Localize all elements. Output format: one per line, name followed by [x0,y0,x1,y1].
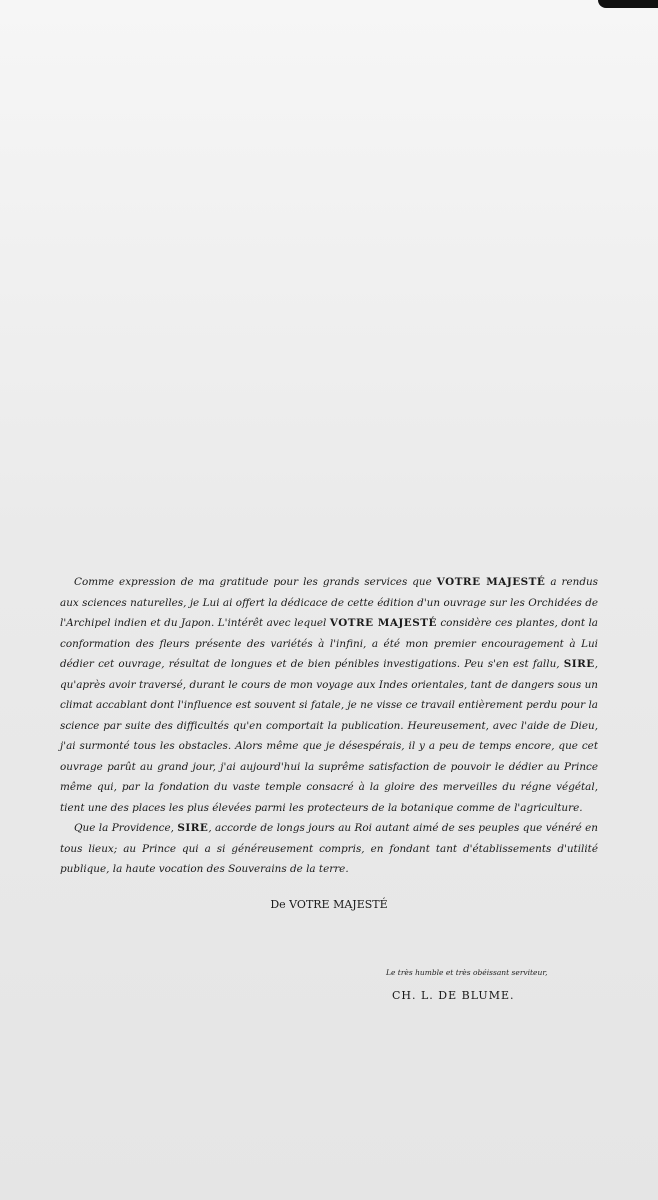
signature: CH. L. DE BLUME. [392,989,515,1002]
sire-caps: SIRE [563,658,595,670]
majesty-caps: VOTRE MAJESTÉ [329,617,437,629]
closing-formula: Le très humble et très obéissant serviteur, [386,968,548,977]
scan-corner-shadow [598,0,658,8]
sire-caps: SIRE [177,822,209,834]
salutation: De VOTRE MAJESTÉ [270,898,388,911]
dedication-paragraph-1: Comme expression de ma gratitude pour les grands services que VOTRE MAJESTÉ a rendus aux sciences naturelles, je Lui ai offert la dédicace de cette édition d'un ouvrage sur les Orchidées de l'Archipel indien et du Japon. L'intérêt avec lequel VOTRE MAJESTÉ considère ces plantes, dont la conformation des fleurs présente des variétés à l'infini, a été mon premier encouragement à Lui dédier cet ouvrage, résultat de longues et de bien pénibles investigations. Peu s'en est fallu, SIRE, qu'après avoir traversé, durant le cours de mon voyage aux Indes orientales, tant de dangers sous un climat accablant dont l'influence est souvent si fatale, je ne visse ce travail entièrement perdu pour la science par suite des difficultés qu'en comportait la publication. Heureusement, avec l'aide de Dieu, j'ai surmonté tous les obstacles. Alors même que je désespérais, il y a peu de temps encore, que cet ouvrage parût au grand jour, j'ai aujourd'hui la suprême satisfaction de pouvoir le dédier au Prince même qui, par la fondation du vaste temple consacré à la gloire des merveilles du régne végétal, tient une des places les plus élevées parmi les protecteurs de la botanique comme de l'agriculture. [60,576,598,814]
dedication-text [60,572,598,880]
dedication-paragraph-2: Que la Providence, SIRE, accorde de longs jours au Roi autant aimé de ses peuples que vénéré en tous lieux; au Prince qui a si généreusement compris, en fondant tant d'établissements d'utilité publique, la haute vocation des Souverains de la terre. [60,822,598,875]
majesty-caps: VOTRE MAJESTÉ [436,576,546,588]
